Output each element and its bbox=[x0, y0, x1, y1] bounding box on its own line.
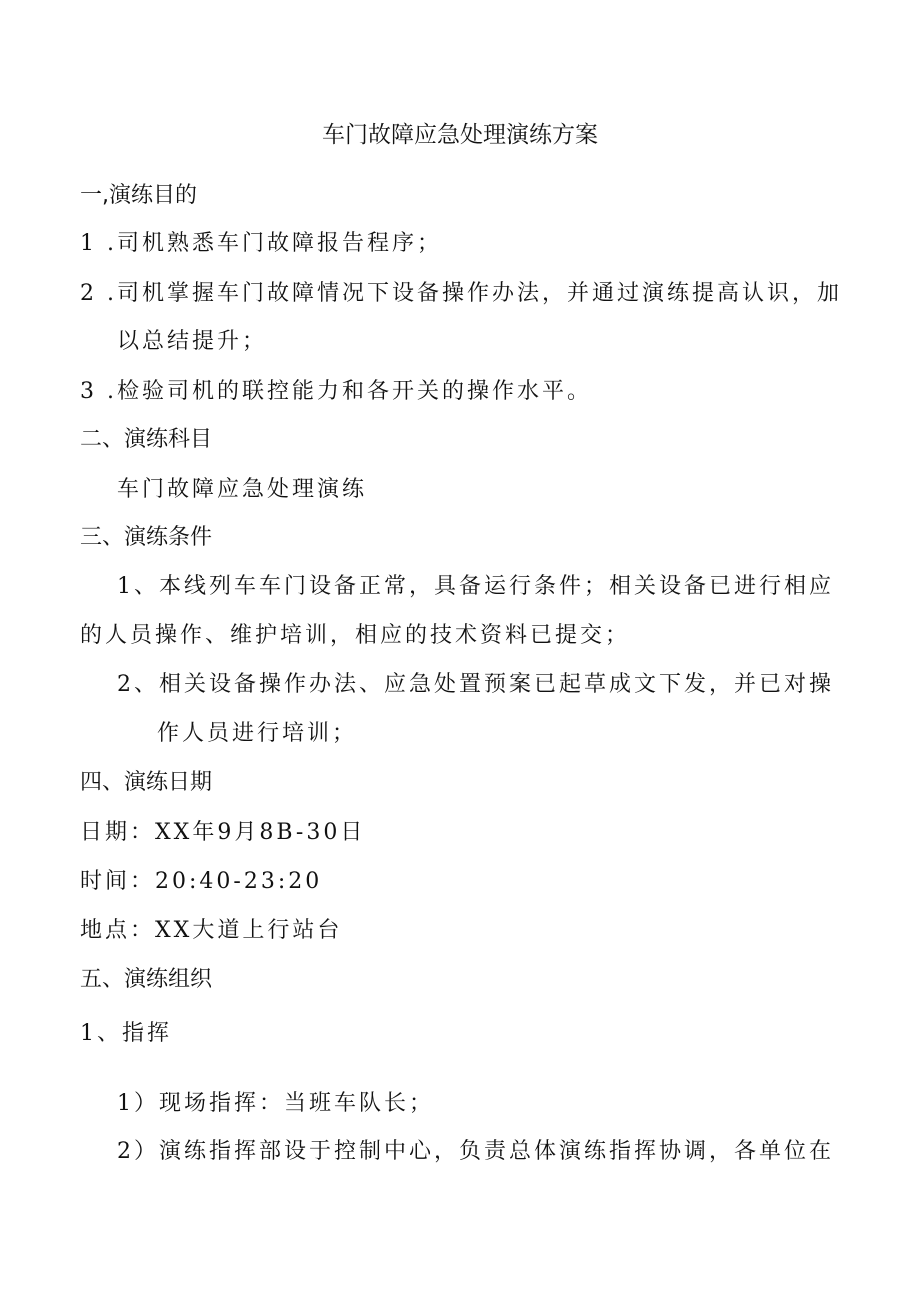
paragraph-line: 2）演练指挥部设于控制中心，负责总体演练指挥协调，各单位在 bbox=[117, 1139, 834, 1164]
document-title: 车门故障应急处理演练方案 bbox=[322, 122, 598, 148]
section-heading-conditions: 三、演练条件 bbox=[80, 525, 213, 550]
paragraph-line: 1 .司机熟悉车门故障报告程序； bbox=[80, 231, 442, 256]
location-line: 地点：XX大道上行站台 bbox=[80, 918, 343, 943]
section-heading-date: 四、演练日期 bbox=[80, 770, 213, 795]
section-heading-purpose: 一,演练目的 bbox=[80, 183, 197, 208]
paragraph-line: 2、相关设备操作办法、应急处置预案已起草成文下发，并已对操 bbox=[117, 672, 834, 697]
paragraph-line: 作人员进行培训； bbox=[157, 721, 358, 746]
paragraph-line: 车门故障应急处理演练 bbox=[117, 477, 368, 502]
paragraph-line: 1、本线列车车门设备正常，具备运行条件；相关设备已进行相应 bbox=[117, 574, 834, 599]
date-line: 日期：XX年9月8B-30日 bbox=[80, 820, 366, 845]
time-line: 时间：20:40-23:20 bbox=[80, 869, 323, 894]
paragraph-line: 1）现场指挥：当班车队长； bbox=[117, 1091, 434, 1116]
section-heading-organization: 五、演练组织 bbox=[80, 967, 213, 992]
section-heading-subject: 二、演练科目 bbox=[80, 427, 213, 452]
paragraph-line: 3 .检验司机的联控能力和各开关的操作水平。 bbox=[80, 379, 592, 404]
subsection-heading-command: 1、指挥 bbox=[80, 1021, 172, 1046]
paragraph-line: 以总结提升； bbox=[117, 329, 268, 354]
paragraph-line: 2 .司机掌握车门故障情况下设备操作办法，并通过演练提高认识，加 bbox=[80, 281, 842, 306]
paragraph-line: 的人员操作、维护培训，相应的技术资料已提交； bbox=[80, 623, 631, 648]
